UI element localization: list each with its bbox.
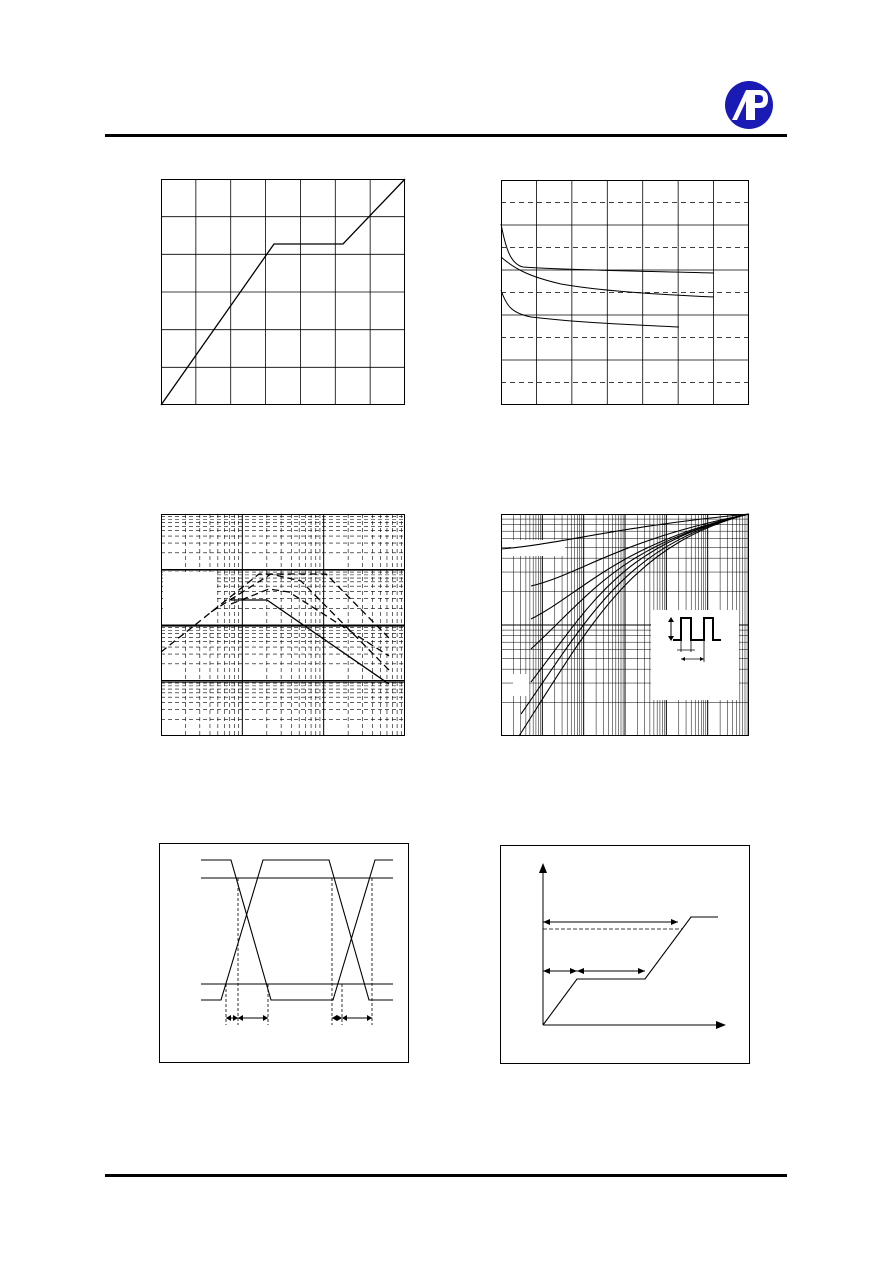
figure-4-label-box-1	[511, 540, 565, 556]
footer-rule	[105, 1174, 787, 1177]
figure-2-curve-3	[501, 290, 679, 327]
figure-1-chart	[161, 179, 405, 405]
figure-4-curve-3	[531, 514, 749, 619]
figure-4-chart	[501, 514, 749, 736]
figure-4-label-box-2	[513, 674, 529, 696]
figure-3-label-box	[163, 572, 215, 624]
figure-5-switching-waveforms	[159, 843, 409, 1063]
figure-2-chart	[501, 180, 749, 405]
company-logo-icon	[724, 80, 774, 130]
figure-4-inset-box	[651, 610, 739, 700]
figure-6-timing-diagram	[500, 845, 750, 1064]
figure-3-chart	[161, 514, 405, 736]
header-rule	[105, 134, 787, 137]
figure-5-waveform-2	[201, 860, 393, 1000]
figure-5-waveform-1	[201, 860, 393, 1000]
